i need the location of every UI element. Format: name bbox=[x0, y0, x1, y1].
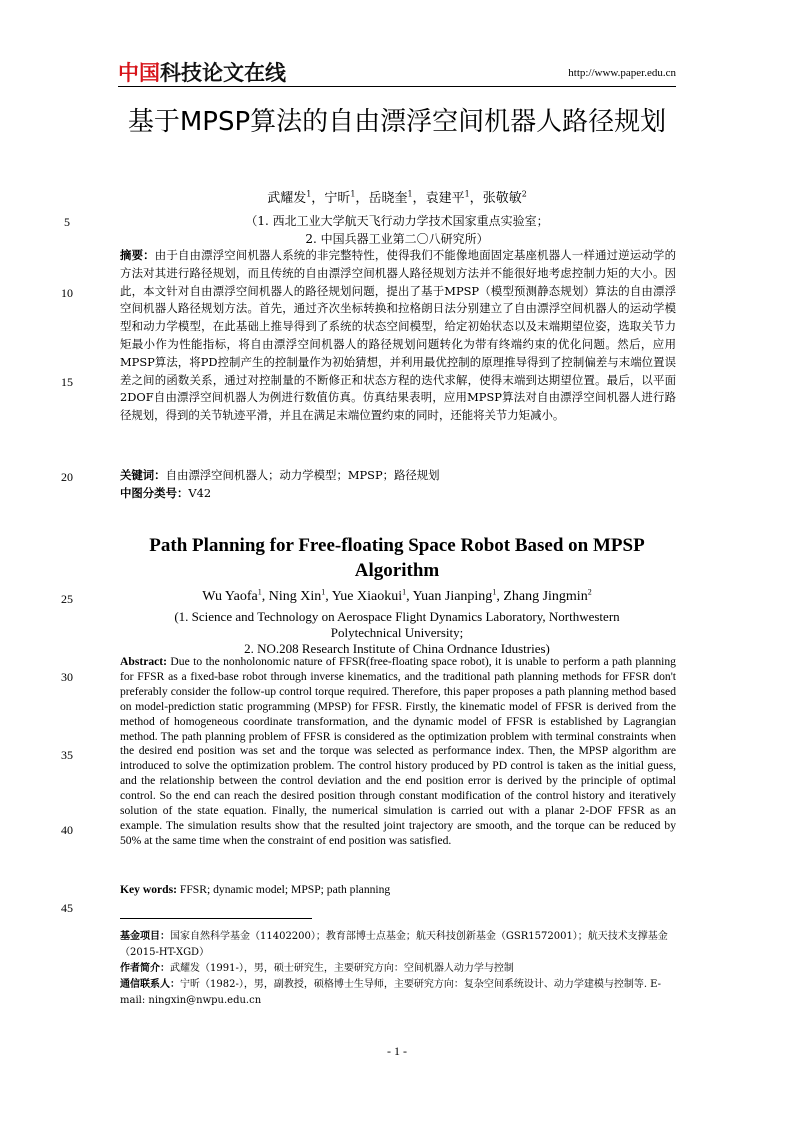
chinese-clc-label: 中图分类号： bbox=[120, 486, 189, 500]
author-name: 张敬敏 bbox=[482, 191, 522, 206]
footnote-fund bbox=[120, 929, 676, 961]
line-number: 10 bbox=[61, 286, 73, 300]
author-name: Wu Yaofa bbox=[202, 589, 258, 604]
line-number: 45 bbox=[61, 901, 73, 915]
english-affiliation-1b: Polytechnical University; bbox=[330, 625, 464, 640]
line-number: 30 bbox=[61, 670, 73, 684]
english-affiliation-2: 2. NO.208 Research Institute of China Ordnance Idustries) bbox=[244, 641, 550, 656]
journal-logo: 中国科技论文在线 bbox=[118, 61, 286, 85]
author-separator: , bbox=[261, 589, 269, 604]
author-affiliation-mark: 1 bbox=[402, 587, 407, 597]
chinese-authors bbox=[118, 189, 676, 209]
chinese-affiliation-2: 2. 中国兵器工业第二〇八研究所） bbox=[305, 232, 489, 246]
chinese-keywords-text: 自由漂浮空间机器人；动力学模型；MPSP；路径规划 bbox=[165, 468, 440, 482]
author-affiliation-mark: 1 bbox=[492, 587, 497, 597]
journal-url[interactable]: http://www.paper.edu.cn bbox=[568, 67, 676, 79]
author-name: 宁昕 bbox=[324, 191, 351, 206]
chinese-keywords bbox=[120, 467, 676, 485]
chinese-abstract-label: 摘要： bbox=[120, 248, 155, 262]
chinese-abstract-text: 由于自由漂浮空间机器人系统的非完整特性，使得我们不能像地面固定基座机器人一样通过逆运动学的方法对其进行路径规划，而且传统的自由漂浮空间机器人路径规划方法并不能很好地考虑控制力矩的大小。因此，本文针对自由漂浮空间机器人的路径规划问题，提出了基于MPSP（模型预测静态规划）算法的自由漂浮空间机器人路径规划方法。首先，通过齐次坐标转换和拉格朗日法分别建立了自由漂浮空间机器人的运动学模型和动力学模型，在此基础上推导得到了系统的状态空间模型，给定初始状态以及末端期望位姿，选取关节力矩最小作为性能指标，将自由漂浮空间机器人的路径规划问题转化为带有终端约束的优化问题。然后，应用MPSP算法，将PD控制产生的控制量作为初始猜想，并利用最优控制的原理推导得到了控制偏差与末端位置误差之间的函数关系，通过对控制量的不断修正和状态方程的迭代求解，使得末端到达期望位置。最后，以平面2DOF自由漂浮空间机器人为例进行数值仿真。仿真结果表明，应用MPSP算法对自由漂浮空间机器人进行路径规划，得到的关节轨迹平滑，并且在满足末端位置约束的同时，还能将关节力矩减小。 bbox=[120, 248, 676, 423]
english-abstract-text: Due to the nonholonomic nature of FFSR(free-floating space robot), it is unable to perform a path planning for FFSR as a fixed-base robot through inverse kinematics, and the traditional path planning methods for FFSR don't preferably consider the follow-up control torque required. Therefore, this paper proposes a path planning method based on model-prediction static programming (MPSP) for FFSR. Firstly, the kinematic model of FFSR is derived from the method of homogeneous coordinate transformation, and the dynamic model of FFSR is established by Lagrangian method. The path planning problem of FFSR is considered as the optimization problem with terminal constraints when the desired end position was set and the torque was selected as performance index. Then, the MPSP algorithm are introduced to solve the optimization problem. The control history produced by PD control is taken as the initial guess, and the relationship between the control deviation and the end position error is derived by the principle of optimal control. So the end can reach the desired position through constant modification of the control history and iteratively solution of the state equation. Finally, the numerical simulation is carried out with a planar 2-DOF FFSR as an example. The simulation results show that the resulted joint trajectory are smooth, and the torque can be reduced by 50% at the same time when the constraint of end position was satisfied. bbox=[120, 655, 676, 847]
page-number: - 1 - bbox=[387, 1044, 407, 1058]
english-authors bbox=[118, 587, 676, 607]
footnote-contact-label: 通信联系人： bbox=[120, 979, 180, 990]
author-name: 袁建平 bbox=[425, 191, 465, 206]
author-name: Zhang Jingmin bbox=[503, 589, 588, 604]
english-abstract bbox=[120, 655, 676, 849]
author-separator: ， bbox=[311, 191, 325, 206]
author-name: Yue Xiaokui bbox=[331, 589, 403, 604]
line-number: 25 bbox=[61, 592, 73, 606]
footnote-author-text: 武耀发（1991-），男，硕士研究生，主要研究方向：空间机器人动力学与控制 bbox=[170, 963, 514, 974]
author-affiliation-mark: 1 bbox=[464, 189, 470, 199]
english-abstract-label: Abstract: bbox=[120, 655, 168, 668]
line-number: 20 bbox=[61, 470, 73, 484]
english-keywords-text: FFSR; dynamic model; MPSP; path planning bbox=[179, 883, 391, 896]
chinese-title: 基于MPSP算法的自由漂浮空间机器人路径规划 bbox=[127, 107, 667, 137]
author-separator: ， bbox=[469, 191, 483, 206]
line-number: 5 bbox=[64, 215, 70, 229]
chinese-clc-text: V42 bbox=[188, 486, 212, 500]
chinese-affiliation-1: （1. 西北工业大学航天飞行动力学技术国家重点实验室； bbox=[245, 214, 549, 228]
author-affiliation-mark: 1 bbox=[321, 587, 326, 597]
footnote-author-label: 作者简介： bbox=[120, 963, 170, 974]
author-affiliation-mark: 2 bbox=[521, 189, 527, 199]
chinese-abstract bbox=[120, 247, 676, 425]
english-affiliation-1a: (1. Science and Technology on Aerospace Flight Dynamics Laboratory, Northwestern bbox=[174, 609, 620, 624]
footnote-author bbox=[120, 961, 676, 977]
author-separator: , bbox=[406, 589, 413, 604]
footnote-contact-text: 宁昕（1982-），男，副教授，硕格博士生导师，主要研究方向：复杂空间系统设计、动力学建模与控制等. E-mail: ningxin@nwpu.edu.cn bbox=[120, 979, 662, 1006]
english-keywords-label: Key words: bbox=[120, 883, 177, 896]
line-number: 35 bbox=[61, 748, 73, 762]
chinese-keywords-label: 关键词： bbox=[120, 468, 166, 482]
author-affiliation-mark: 1 bbox=[407, 189, 413, 199]
english-keywords bbox=[120, 883, 676, 898]
english-title: Path Planning for Free-floating Space Robot Based on MPSP Algorithm bbox=[149, 535, 645, 581]
line-number: 15 bbox=[61, 375, 73, 389]
author-affiliation-mark: 2 bbox=[587, 587, 592, 597]
footnote-fund-text: 国家自然科学基金（11402200）；教育部博士点基金；航天科技创新基金（GSR1572001）；航天技术支撑基金（2015-HT-XGD） bbox=[120, 931, 668, 958]
footnote-fund-label: 基金项目： bbox=[120, 931, 170, 942]
author-separator: , bbox=[325, 589, 332, 604]
author-name: Ning Xin bbox=[268, 589, 322, 604]
header-divider bbox=[118, 86, 676, 87]
footnote-contact bbox=[120, 977, 676, 1009]
author-affiliation-mark: 1 bbox=[350, 189, 356, 199]
line-number: 40 bbox=[61, 823, 73, 837]
footnote-divider bbox=[120, 918, 312, 919]
author-separator: ， bbox=[412, 191, 426, 206]
author-name: 武耀发 bbox=[267, 191, 307, 206]
author-affiliation-mark: 1 bbox=[306, 189, 312, 199]
chinese-clc bbox=[120, 485, 676, 503]
author-name: 岳晓奎 bbox=[368, 191, 408, 206]
author-separator: , bbox=[496, 589, 504, 604]
author-name: Yuan Jianping bbox=[412, 589, 493, 604]
author-affiliation-mark: 1 bbox=[257, 587, 262, 597]
author-separator: ， bbox=[355, 191, 369, 206]
